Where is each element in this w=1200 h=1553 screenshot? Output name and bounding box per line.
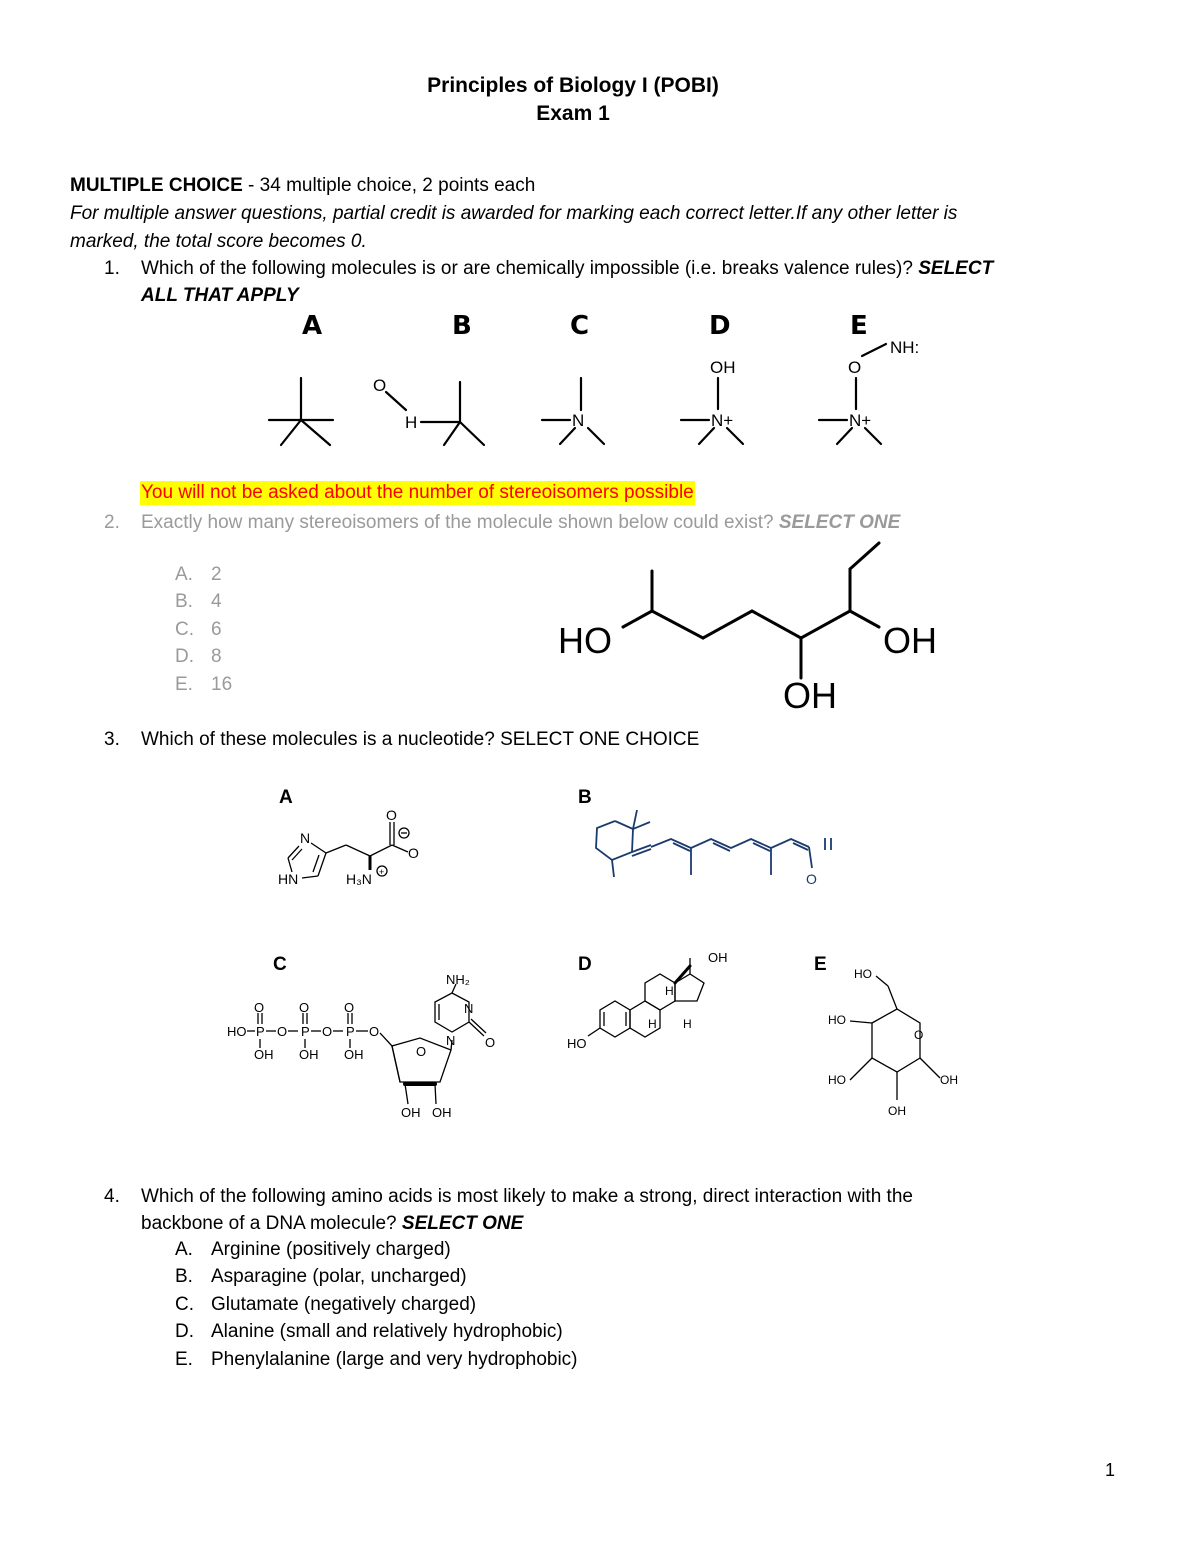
svg-text:P: P [256, 1024, 265, 1039]
atom-label: HO [558, 620, 612, 661]
svg-text:O: O [386, 807, 397, 823]
svg-text:O: O [485, 1035, 496, 1050]
option-letter: A. [175, 564, 193, 585]
svg-text:N: N [300, 830, 311, 846]
option-letter: D. [175, 646, 194, 668]
structure-label-d: D [709, 311, 731, 341]
svg-text:HO: HO [854, 967, 872, 981]
svg-text:OH: OH [401, 1105, 421, 1120]
svg-text:N: N [464, 1001, 474, 1016]
structure-label-c: C [570, 311, 590, 341]
svg-text:H: H [648, 1017, 657, 1031]
option-letter: B. [175, 591, 193, 613]
exam-title: Principles of Biology I (POBI) [427, 74, 719, 97]
option-text: 2 [211, 564, 222, 585]
atom-label: N+ [849, 411, 872, 430]
svg-text:N: N [446, 1033, 456, 1048]
select-instruction: SELECT [918, 258, 994, 279]
svg-text:H₃N: H₃N [346, 871, 372, 887]
structure-label-b: B [452, 311, 472, 341]
svg-text:O: O [254, 1000, 265, 1015]
question-number: 4. [104, 1186, 120, 1207]
atom-label: OH [710, 358, 736, 377]
svg-text:O: O [369, 1024, 380, 1039]
atom-label: N+ [711, 411, 734, 430]
atom-label: OH [883, 620, 937, 661]
option-text: 6 [211, 618, 222, 640]
svg-text:OH: OH [432, 1105, 452, 1120]
molecule-ctp [227, 972, 495, 1120]
question-text-line: Exactly how many stereoisomers of the molecule shown below could exist? [141, 512, 774, 533]
question-4 [104, 1183, 1144, 1237]
question-text [141, 1183, 913, 1237]
svg-text:NH₂: NH₂ [446, 972, 470, 987]
option-text: Asparagine (polar, uncharged) [211, 1266, 467, 1288]
question-text-line: backbone of a DNA molecule? [141, 1213, 397, 1234]
svg-text:HO: HO [227, 1024, 247, 1039]
svg-text:HO: HO [567, 1036, 587, 1051]
molecule-glucose [828, 967, 958, 1118]
atom-label: OH [783, 675, 837, 716]
svg-text:O: O [344, 1000, 355, 1015]
svg-text:O: O [322, 1024, 333, 1039]
option-letter: E. [175, 673, 193, 695]
option-text: 16 [211, 673, 233, 695]
question-number: 1. [104, 258, 120, 279]
question-text-line: Which of the following amino acids is most likely to make a strong, direct interaction with the [141, 1186, 913, 1207]
select-instruction: SELECT ONE [778, 512, 901, 533]
structure-label-a: A [302, 311, 323, 341]
svg-text:OH: OH [888, 1104, 906, 1118]
svg-text:HO: HO [828, 1073, 846, 1087]
highlighted-notice: You will not be asked about the number of stereoisomers possible [141, 482, 694, 503]
question-number: 3. [104, 729, 120, 750]
atom-label: N [572, 411, 585, 430]
section-description: - 34 multiple choice, 2 points each [242, 175, 536, 196]
question-text-line: Which of the following molecules is or are chemically impossible (i.e. breaks valence rules)? [141, 258, 913, 279]
svg-text:OH: OH [299, 1047, 319, 1062]
svg-text:O: O [408, 845, 419, 861]
instructions-line-2: marked, the total score becomes 0. [70, 231, 367, 252]
option-text: Arginine (positively charged) [211, 1239, 451, 1260]
structure-label-b: B [578, 787, 592, 808]
atom-label: O [848, 358, 862, 377]
structure-label-c: C [273, 954, 287, 975]
svg-text:OH: OH [708, 950, 728, 965]
select-instruction: SELECT ONE [401, 1213, 524, 1234]
molecule-histidine [278, 807, 419, 887]
option-letter: B. [175, 1266, 193, 1288]
svg-text:P: P [346, 1024, 355, 1039]
structure-label-e: E [850, 311, 868, 341]
svg-text:H: H [683, 1017, 692, 1031]
select-instruction: ALL THAT APPLY [141, 285, 299, 306]
option-letter: D. [175, 1321, 194, 1343]
instructions-line-1: For multiple answer questions, partial credit is awarded for marking each correct letter.If any other letter is [70, 203, 958, 224]
option-letter: C. [175, 618, 194, 640]
svg-text:O: O [914, 1028, 924, 1042]
atom-label: H [405, 413, 418, 432]
atom-label: O [373, 376, 387, 395]
structure-label-d: D [578, 954, 592, 975]
svg-text:OH: OH [344, 1047, 364, 1062]
page-number: 1 [1105, 1460, 1116, 1480]
svg-text:O: O [806, 871, 817, 887]
option-letter: E. [175, 1348, 193, 1370]
svg-text:HO: HO [828, 1013, 846, 1027]
option-text: Alanine (small and relatively hydrophobic) [211, 1321, 563, 1343]
molecule-retinal [596, 810, 831, 887]
option-text: 4 [211, 591, 222, 613]
option-letter: A. [175, 1239, 193, 1260]
svg-text:O: O [416, 1044, 427, 1059]
structure-label-e: E [814, 954, 827, 975]
option-text: Phenylalanine (large and very hydrophobic) [211, 1348, 578, 1370]
svg-text:+: + [379, 867, 385, 877]
option-text: 8 [211, 646, 222, 668]
svg-text:OH: OH [940, 1073, 958, 1087]
svg-text:H: H [665, 984, 674, 998]
exam-subtitle: Exam 1 [536, 102, 610, 125]
atom-label: NH: [890, 338, 920, 357]
option-letter: C. [175, 1293, 194, 1315]
question-number: 2. [104, 512, 120, 533]
option-text: Glutamate (negatively charged) [211, 1293, 477, 1315]
section-title: MULTIPLE CHOICE [70, 175, 243, 196]
structure-label-a: A [279, 787, 293, 808]
question-text: Which of these molecules is a nucleotide? SELECT ONE CHOICE [141, 729, 700, 750]
svg-text:O: O [299, 1000, 310, 1015]
svg-text:HN: HN [278, 871, 299, 887]
svg-text:OH: OH [254, 1047, 274, 1062]
svg-text:P: P [301, 1024, 310, 1039]
svg-text:O: O [277, 1024, 288, 1039]
